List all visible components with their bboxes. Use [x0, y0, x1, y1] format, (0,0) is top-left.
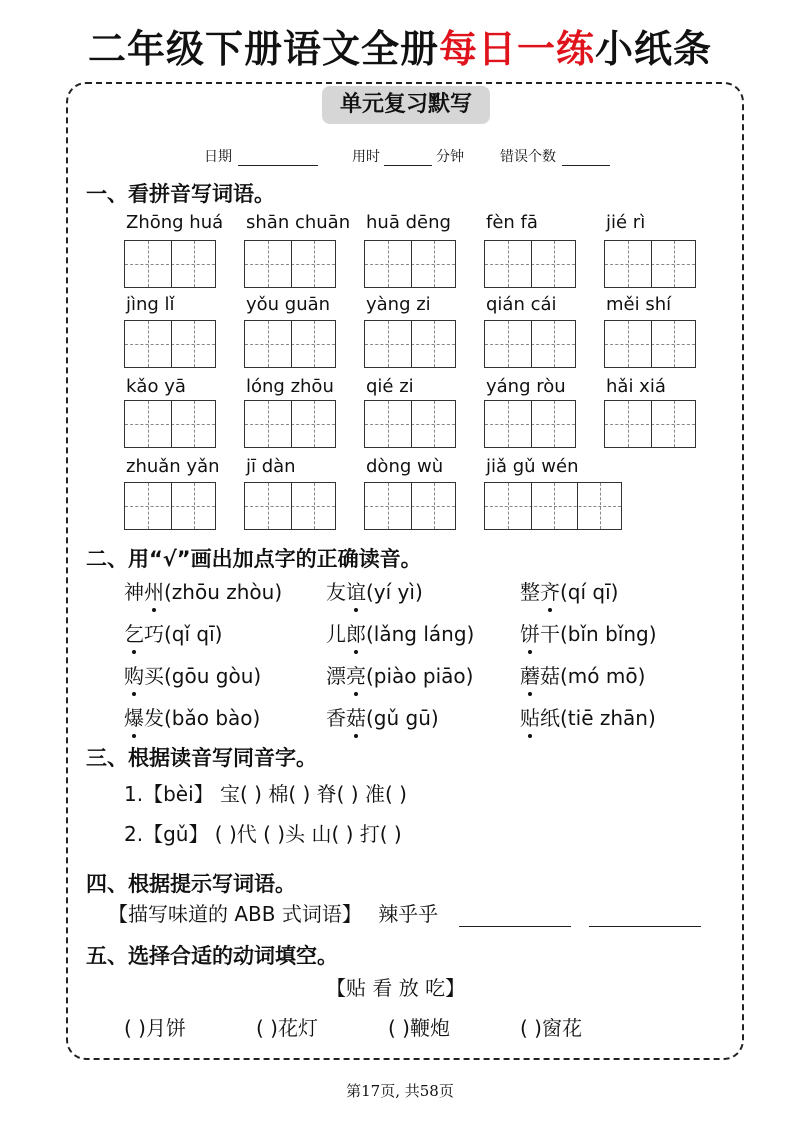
- homophone-line-1[interactable]: 1.【bèi】 宝( ) 棉( ) 脊( ) 准( ): [124, 782, 407, 806]
- title-part1: 二年级下册语文全册: [87, 27, 439, 71]
- errors-label: 错误个数: [500, 149, 556, 165]
- writing-box[interactable]: [124, 400, 216, 448]
- pinyin-label: qié zi: [366, 376, 414, 397]
- writing-box[interactable]: [124, 320, 216, 368]
- pronunciation-item[interactable]: 漂亮(piào piāo): [326, 664, 474, 688]
- writing-box[interactable]: [124, 240, 216, 288]
- writing-box[interactable]: [244, 482, 336, 530]
- time-label: 用时: [352, 149, 380, 165]
- pinyin-label: dòng wù: [366, 456, 444, 477]
- abb-blank-2[interactable]: [589, 902, 701, 927]
- verb-fill-item[interactable]: ( )鞭炮: [388, 1016, 450, 1040]
- writing-box[interactable]: [364, 400, 456, 448]
- date-label: 日期: [204, 149, 232, 165]
- pronunciation-item[interactable]: 购买(gōu gòu): [124, 664, 262, 688]
- pinyin-label: lóng zhōu: [246, 376, 334, 397]
- pinyin-label: jī dàn: [246, 456, 296, 477]
- writing-box[interactable]: [124, 482, 216, 530]
- writing-box[interactable]: [364, 240, 456, 288]
- date-field: [204, 146, 318, 166]
- pronunciation-item[interactable]: 爆发(bǎo bào): [124, 706, 261, 730]
- time-field: [352, 146, 464, 166]
- pronunciation-item[interactable]: 神州(zhōu zhòu): [124, 580, 283, 604]
- pinyin-label: fèn fā: [486, 212, 538, 233]
- writing-box[interactable]: [364, 320, 456, 368]
- abb-row: [108, 898, 701, 927]
- abb-blank-1[interactable]: [459, 902, 571, 927]
- pronunciation-item[interactable]: 乞巧(qǐ qī): [124, 622, 223, 646]
- writing-box[interactable]: [244, 320, 336, 368]
- writing-box[interactable]: [484, 400, 576, 448]
- writing-box[interactable]: [484, 482, 622, 530]
- writing-box[interactable]: [604, 400, 696, 448]
- pronunciation-item[interactable]: 贴纸(tiē zhān): [520, 706, 656, 730]
- pinyin-label: Zhōng huá: [126, 212, 224, 233]
- pinyin-label: zhuǎn yǎn: [126, 456, 220, 477]
- pinyin-label: huā dēng: [366, 212, 451, 233]
- pinyin-label: yǒu guān: [246, 294, 331, 315]
- date-blank[interactable]: [238, 165, 318, 166]
- pinyin-label: yáng ròu: [486, 376, 566, 397]
- pinyin-label: shān chuān: [246, 212, 351, 233]
- errors-field: [500, 146, 610, 166]
- section2-title: 二、用“√”画出加点字的正确读音。: [86, 547, 422, 571]
- pronunciation-item[interactable]: 蘑菇(mó mō): [520, 664, 646, 688]
- pronunciation-item[interactable]: 整齐(qí qī): [520, 580, 619, 604]
- pinyin-label: qián cái: [486, 294, 557, 315]
- pinyin-label: jìng lǐ: [126, 294, 175, 315]
- page-title: [0, 18, 800, 73]
- pinyin-label: jiǎ gǔ wén: [486, 456, 579, 477]
- page-footer: 第17页, 共58页: [346, 1082, 454, 1100]
- title-highlight: 每日一练: [438, 27, 595, 71]
- verb-fill-item[interactable]: ( )窗花: [520, 1016, 582, 1040]
- verb-options: 【贴 看 放 吃】: [326, 976, 466, 1000]
- section3-title: 三、根据读音写同音字。: [86, 746, 317, 770]
- writing-box[interactable]: [244, 240, 336, 288]
- pronunciation-item[interactable]: 友谊(yí yì): [326, 580, 423, 604]
- writing-box[interactable]: [244, 400, 336, 448]
- section4-title: 四、根据提示写词语。: [86, 872, 296, 896]
- section1-title: 一、看拼音写词语。: [86, 182, 275, 206]
- homophone-line-2[interactable]: 2.【gǔ】 ( )代 ( )头 山( ) 打( ): [124, 822, 402, 846]
- pinyin-label: kǎo yā: [126, 376, 186, 397]
- minutes-label: 分钟: [436, 149, 464, 165]
- time-blank[interactable]: [384, 165, 432, 166]
- writing-box[interactable]: [484, 320, 576, 368]
- pronunciation-item[interactable]: 香菇(gǔ gū): [326, 706, 439, 730]
- pinyin-label: jié rì: [606, 212, 646, 233]
- pronunciation-item[interactable]: 儿郎(lǎng láng): [326, 622, 475, 646]
- writing-box[interactable]: [604, 240, 696, 288]
- writing-box[interactable]: [484, 240, 576, 288]
- writing-box[interactable]: [604, 320, 696, 368]
- unit-title: 单元复习默写: [322, 86, 490, 124]
- writing-box[interactable]: [364, 482, 456, 530]
- title-part2: 小纸条: [595, 27, 713, 71]
- verb-fill-item[interactable]: ( )月饼: [124, 1016, 186, 1040]
- pronunciation-item[interactable]: 饼干(bǐn bǐng): [520, 622, 657, 646]
- pinyin-label: měi shí: [606, 294, 672, 315]
- pinyin-label: yàng zi: [366, 294, 431, 315]
- pinyin-label: hǎi xiá: [606, 376, 666, 397]
- abb-hint: 【描写味道的 ABB 式词语】: [108, 902, 362, 926]
- abb-example: 辣乎乎: [378, 902, 439, 926]
- section5-title: 五、选择合适的动词填空。: [86, 944, 338, 968]
- verb-fill-item[interactable]: ( )花灯: [256, 1016, 318, 1040]
- errors-blank[interactable]: [562, 165, 610, 166]
